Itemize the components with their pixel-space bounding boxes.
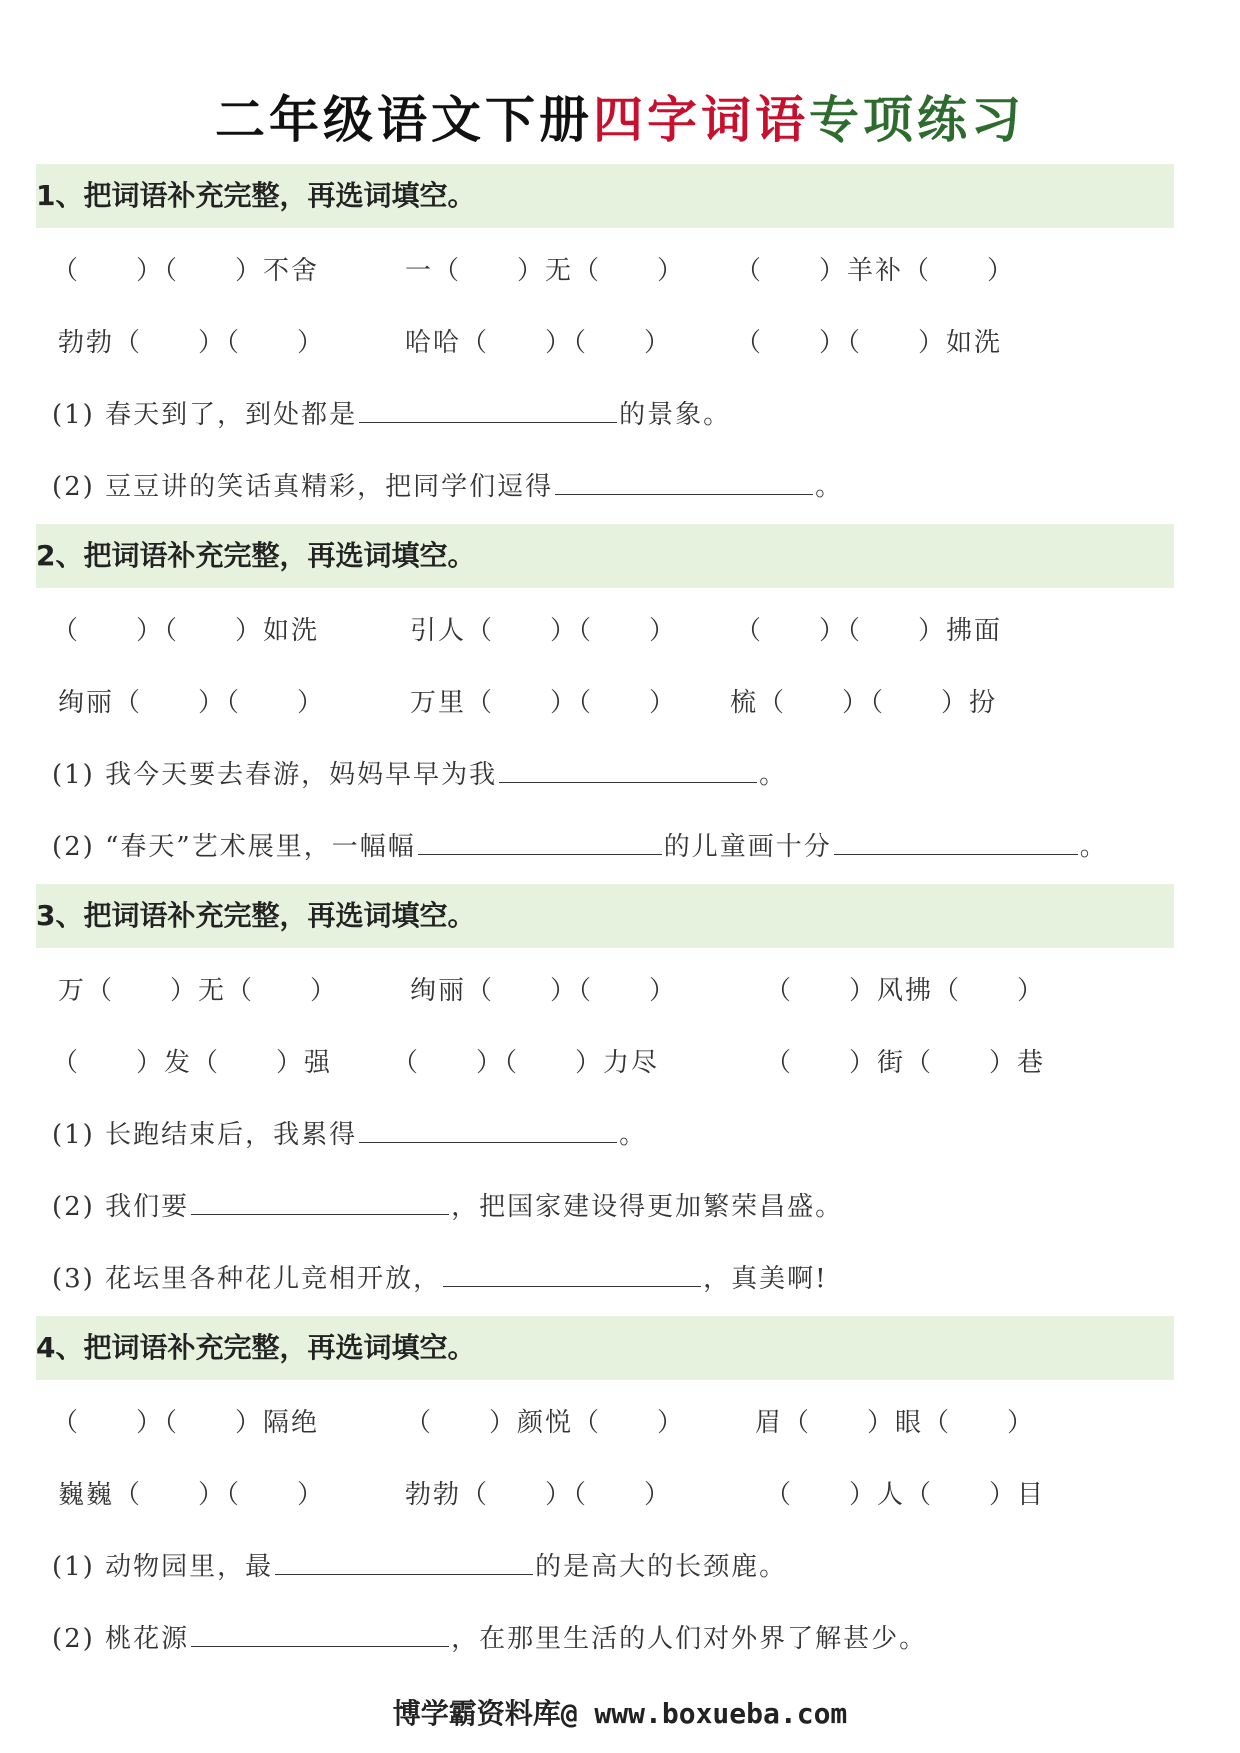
- question-text: 。: [619, 1120, 648, 1150]
- section-3-word-row-1: [0, 970, 1240, 1010]
- question-text: 。: [759, 760, 788, 790]
- answer-blank[interactable]: [191, 1620, 449, 1647]
- answer-blank[interactable]: [555, 468, 813, 495]
- answer-blank[interactable]: [359, 396, 617, 423]
- question-2-1: [52, 754, 787, 791]
- question-text: 。: [1079, 832, 1108, 862]
- section-4-word-row-2: [0, 1474, 1240, 1514]
- answer-blank[interactable]: [834, 828, 1078, 855]
- question-number: (1): [52, 1120, 95, 1150]
- section-2-word-row-1: [0, 610, 1240, 650]
- word-item: 眉（ ）眼（ ）: [755, 1408, 1036, 1438]
- question-text: 动物园里，最: [105, 1552, 274, 1582]
- question-number: (1): [52, 760, 95, 790]
- answer-blank[interactable]: [443, 1260, 701, 1287]
- question-number: (2): [52, 832, 95, 862]
- section-2-word-row-2: [0, 682, 1240, 722]
- question-text: 的儿童画十分: [663, 832, 832, 862]
- question-number: (1): [52, 1552, 95, 1582]
- section-3-word-row-2: [0, 1042, 1240, 1082]
- word-item: 勃勃（ ）（ ）: [58, 328, 326, 358]
- question-number: (2): [52, 1192, 95, 1222]
- answer-blank[interactable]: [418, 828, 662, 855]
- question-text: 的景象。: [619, 400, 732, 430]
- question-text: ，把国家建设得更加繁荣昌盛。: [451, 1192, 844, 1222]
- section-4-word-row-1: [0, 1402, 1240, 1442]
- word-item: 勃勃（ ）（ ）: [405, 1480, 673, 1510]
- title-part-3: 专项练习: [809, 91, 1025, 149]
- word-item: 万（ ）无（ ）: [58, 976, 339, 1006]
- question-4-2: [52, 1618, 927, 1655]
- question-3-1: [52, 1114, 647, 1151]
- section-1-word-row-1: [0, 250, 1240, 290]
- section-4-heading: 4、把词语补充完整，再选词填空。: [36, 1331, 476, 1364]
- footer-watermark: 博学霸资料库@ www.boxueba.com: [392, 1697, 848, 1730]
- word-item: （ ）（ ）如洗: [52, 616, 320, 646]
- section-2-heading: 2、把词语补充完整，再选词填空。: [36, 539, 476, 572]
- word-item: （ ）（ ）力尽: [392, 1048, 660, 1078]
- word-item: （ ）（ ）不舍: [52, 256, 320, 286]
- question-2-2: [52, 826, 1108, 863]
- word-item: （ ）（ ）如洗: [735, 328, 1003, 358]
- answer-blank[interactable]: [359, 1116, 617, 1143]
- word-item: 引人（ ）（ ）: [410, 616, 678, 646]
- question-text: 我们要: [105, 1192, 190, 1222]
- answer-blank[interactable]: [191, 1188, 449, 1215]
- word-item: （ ）颜悦（ ）: [405, 1408, 686, 1438]
- answer-blank[interactable]: [275, 1548, 533, 1575]
- word-item: （ ）风拂（ ）: [765, 976, 1046, 1006]
- question-text: 桃花源: [105, 1624, 190, 1654]
- word-item: （ ）街（ ）巷: [765, 1048, 1046, 1078]
- question-text: “春天”艺术展里，一幅幅: [105, 832, 416, 862]
- question-text: ，真美啊!: [703, 1264, 828, 1294]
- question-4-1: [52, 1546, 787, 1583]
- question-text: ，在那里生活的人们对外界了解甚少。: [451, 1624, 928, 1654]
- question-number: (3): [52, 1264, 95, 1294]
- word-item: （ ）人（ ）目: [765, 1480, 1046, 1510]
- question-3-3: [52, 1258, 828, 1295]
- question-text: 长跑结束后，我累得: [105, 1120, 358, 1150]
- word-item: （ ）发（ ）强: [52, 1048, 333, 1078]
- section-1-heading: 1、把词语补充完整，再选词填空。: [36, 179, 476, 212]
- word-item: （ ）羊补（ ）: [735, 256, 1016, 286]
- question-3-2: [52, 1186, 843, 1223]
- question-text: 花坛里各种花儿竞相开放，: [105, 1264, 442, 1294]
- word-item: 万里（ ）（ ）: [410, 688, 678, 718]
- question-number: (2): [52, 472, 95, 502]
- word-item: 绚丽（ ）（ ）: [410, 976, 678, 1006]
- question-text: 春天到了，到处都是: [105, 400, 358, 430]
- title-part-1: 二年级语文下册: [215, 91, 593, 149]
- answer-blank[interactable]: [499, 756, 757, 783]
- question-number: (2): [52, 1624, 95, 1654]
- section-3-heading: 3、把词语补充完整，再选词填空。: [36, 899, 476, 932]
- page-title: [0, 80, 1240, 152]
- word-item: 一（ ）无（ ）: [405, 256, 686, 286]
- word-item: 巍巍（ ）（ ）: [58, 1480, 326, 1510]
- word-item: 绚丽（ ）（ ）: [58, 688, 326, 718]
- word-item: 哈哈（ ）（ ）: [405, 328, 673, 358]
- section-1-word-row-2: [0, 322, 1240, 362]
- question-text: 我今天要去春游，妈妈早早为我: [105, 760, 498, 790]
- title-part-2: 四字词语: [593, 91, 809, 149]
- question-number: (1): [52, 400, 95, 430]
- word-item: 梳（ ）（ ）扮: [730, 688, 998, 718]
- question-text: 的是高大的长颈鹿。: [535, 1552, 788, 1582]
- question-text: 。: [815, 472, 844, 502]
- question-1-1: [52, 394, 731, 431]
- word-item: （ ）（ ）隔绝: [52, 1408, 320, 1438]
- question-1-2: [52, 466, 843, 503]
- word-item: （ ）（ ）拂面: [735, 616, 1003, 646]
- question-text: 豆豆讲的笑话真精彩，把同学们逗得: [105, 472, 554, 502]
